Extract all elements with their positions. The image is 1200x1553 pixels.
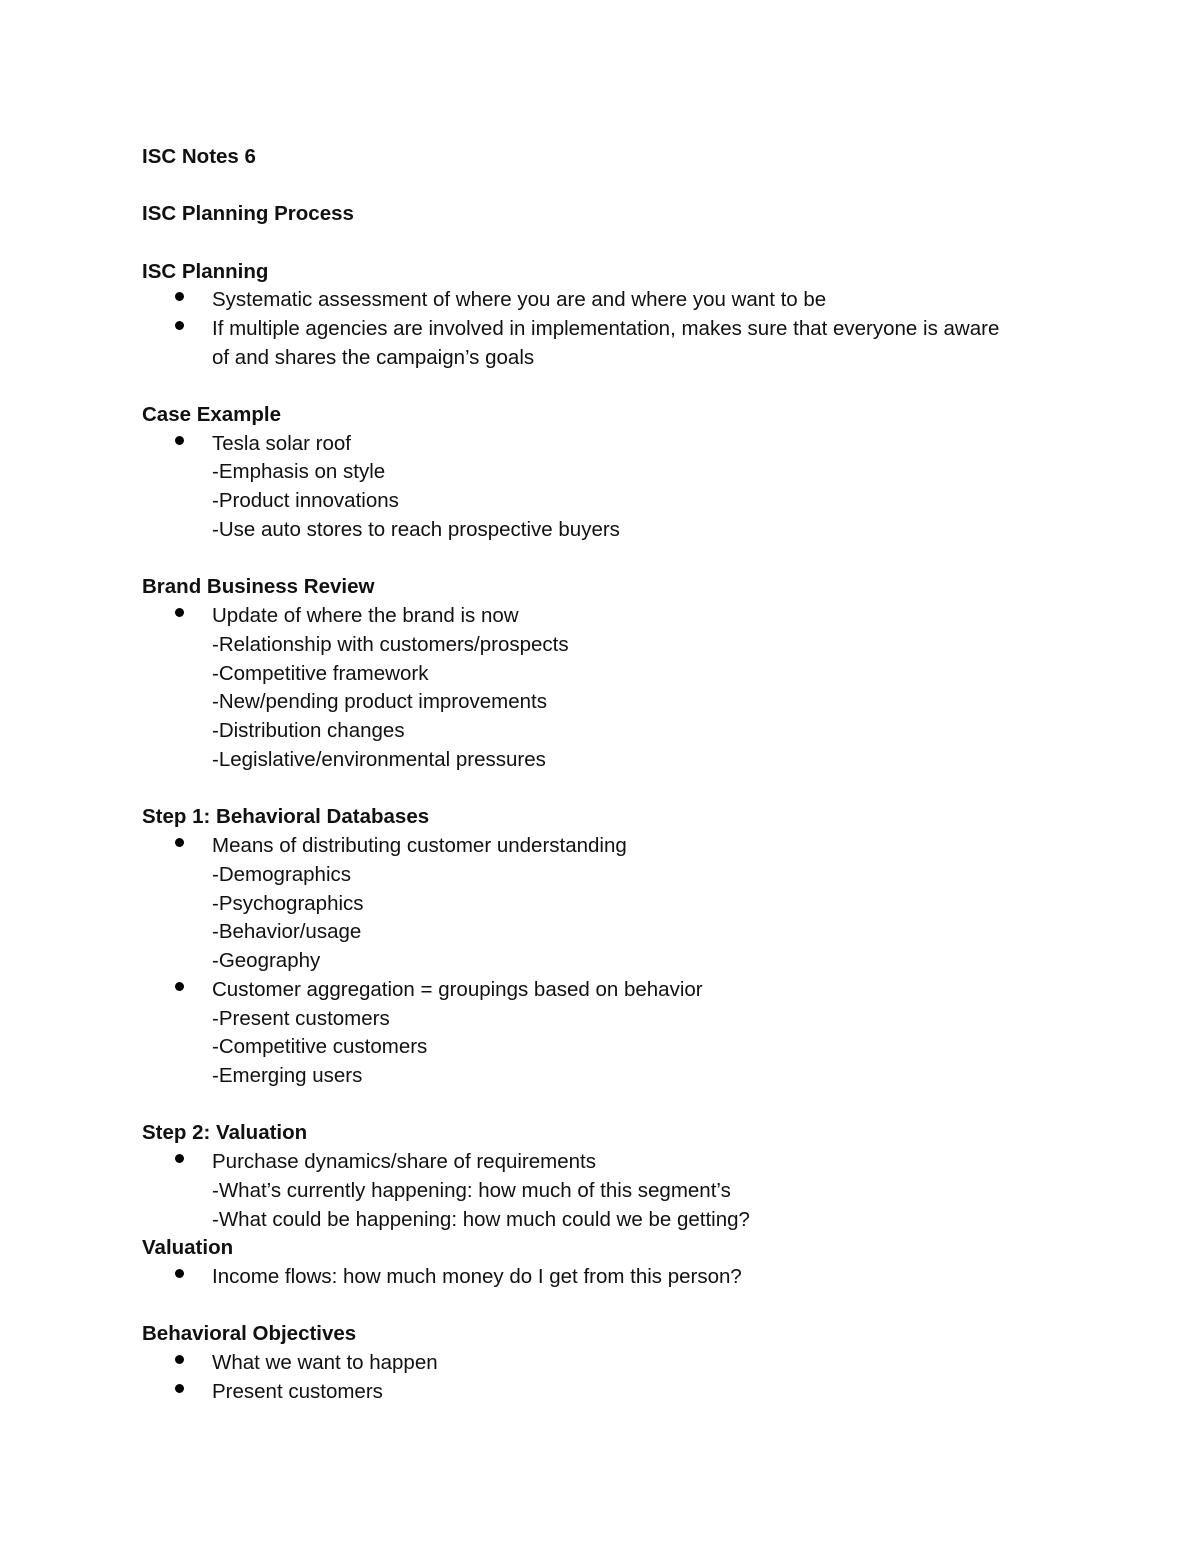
section-heading-brand-business-review: Brand Business Review bbox=[142, 575, 375, 598]
list-item: Income flows: how much money do I get from this person? bbox=[212, 1265, 742, 1288]
sub-item: -Use auto stores to reach prospective buyers bbox=[212, 518, 620, 541]
bullet-icon bbox=[175, 436, 184, 445]
bullet-icon bbox=[175, 608, 184, 617]
section-heading-isc-planning: ISC Planning bbox=[142, 260, 269, 283]
section-heading-valuation: Valuation bbox=[142, 1236, 234, 1259]
bullet-icon bbox=[175, 1355, 184, 1364]
sub-item: -Demographics bbox=[212, 863, 351, 886]
list-item-continuation: of and shares the campaign’s goals bbox=[212, 346, 535, 369]
bullet-icon bbox=[175, 1154, 184, 1163]
sub-item: -Present customers bbox=[212, 1007, 390, 1030]
sub-item: -Behavior/usage bbox=[212, 920, 362, 943]
sub-item: -Distribution changes bbox=[212, 719, 405, 742]
bullet-icon bbox=[175, 982, 184, 991]
list-item: If multiple agencies are involved in implementation, makes sure that everyone is aware bbox=[212, 317, 1000, 340]
list-item: Means of distributing customer understanding bbox=[212, 834, 627, 857]
sub-item: -Competitive framework bbox=[212, 662, 429, 685]
section-heading-behavioral-objectives: Behavioral Objectives bbox=[142, 1322, 357, 1345]
section-heading-step-1: Step 1: Behavioral Databases bbox=[142, 805, 430, 828]
sub-item: -Product innovations bbox=[212, 489, 399, 512]
bullet-icon bbox=[175, 838, 184, 847]
sub-item: -What’s currently happening: how much of this segment’s bbox=[212, 1179, 731, 1202]
bullet-icon bbox=[175, 292, 184, 301]
sub-item: -Emphasis on style bbox=[212, 460, 386, 483]
bullet-icon bbox=[175, 321, 184, 330]
sub-item: -What could be happening: how much could we be getting? bbox=[212, 1208, 750, 1231]
section-heading-case-example: Case Example bbox=[142, 403, 282, 426]
sub-item: -New/pending product improvements bbox=[212, 690, 547, 713]
sub-item: -Emerging users bbox=[212, 1064, 363, 1087]
list-item: Present customers bbox=[212, 1380, 383, 1403]
bullet-icon bbox=[175, 1384, 184, 1393]
sub-item: -Psychographics bbox=[212, 892, 364, 915]
list-item: Update of where the brand is now bbox=[212, 604, 519, 627]
sub-item: -Relationship with customers/prospects bbox=[212, 633, 569, 656]
document-title: ISC Notes 6 bbox=[142, 145, 256, 168]
document-subtitle: ISC Planning Process bbox=[142, 202, 354, 225]
bullet-icon bbox=[175, 1269, 184, 1278]
list-item: Customer aggregation = groupings based on behavior bbox=[212, 978, 703, 1001]
list-item: Tesla solar roof bbox=[212, 432, 352, 455]
sub-item: -Geography bbox=[212, 949, 321, 972]
list-item: What we want to happen bbox=[212, 1351, 438, 1374]
sub-item: -Legislative/environmental pressures bbox=[212, 748, 546, 771]
list-item: Purchase dynamics/share of requirements bbox=[212, 1150, 596, 1173]
sub-item: -Competitive customers bbox=[212, 1035, 428, 1058]
list-item: Systematic assessment of where you are and where you want to be bbox=[212, 288, 827, 311]
section-heading-step-2: Step 2: Valuation bbox=[142, 1121, 308, 1144]
